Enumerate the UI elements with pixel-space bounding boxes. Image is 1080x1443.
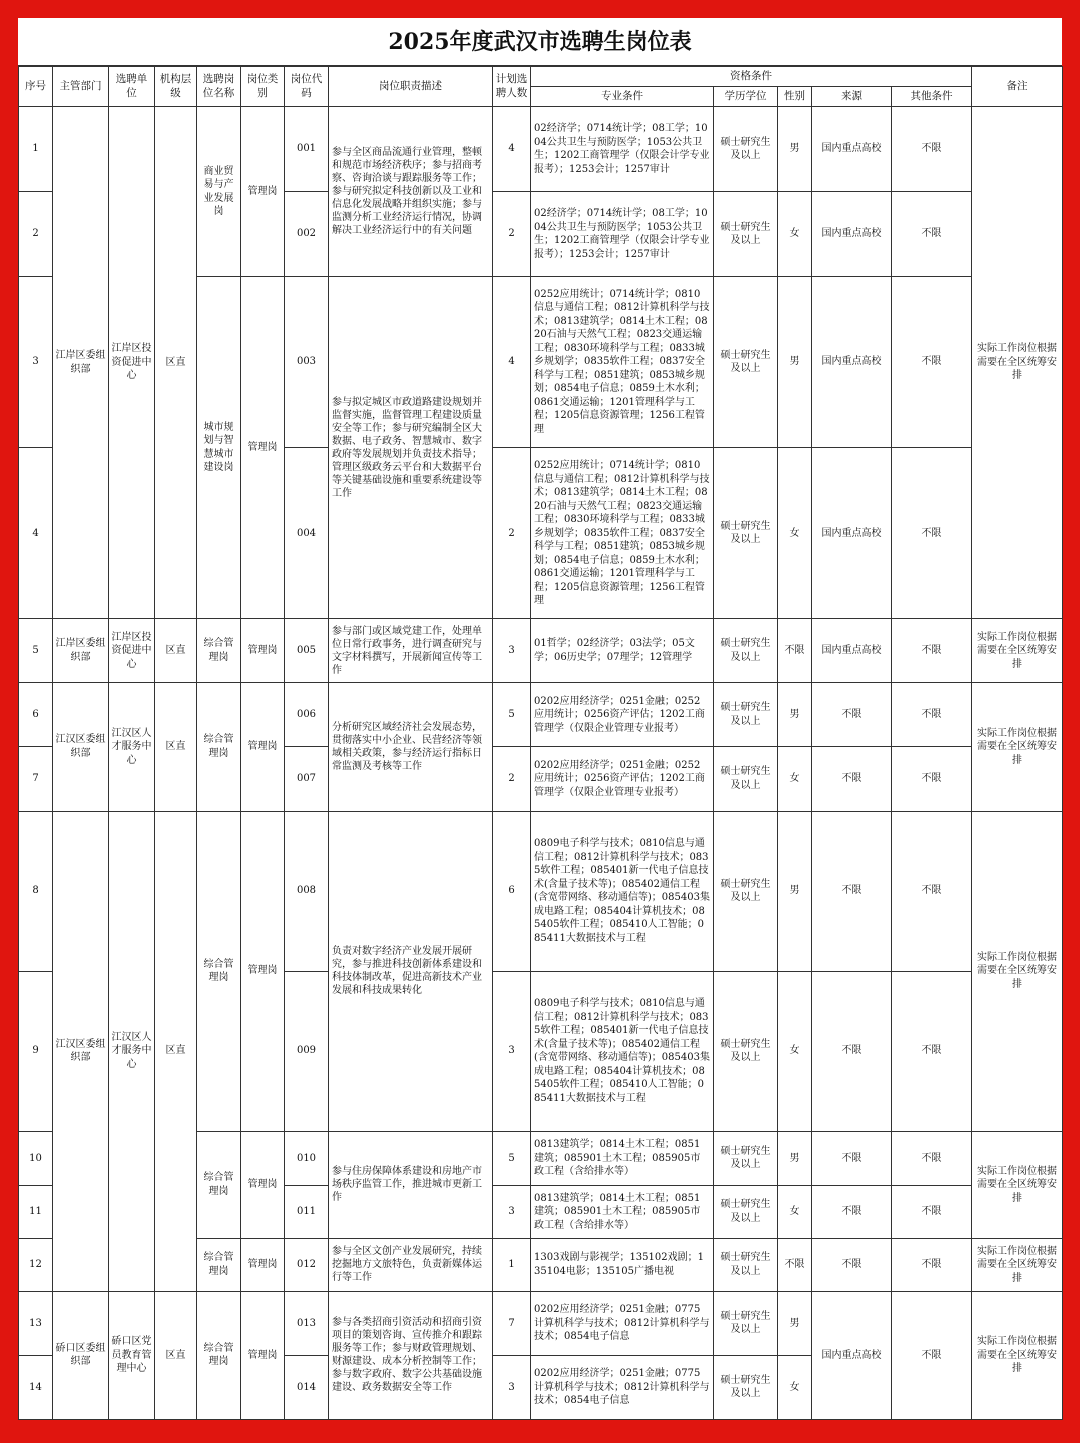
remark-cell: 实际工作岗位根据需要在全区统筹安排 bbox=[972, 1238, 1063, 1291]
header-level: 机构层级 bbox=[155, 67, 197, 107]
post-type-cell: 管理岗 bbox=[241, 277, 285, 619]
post-type-cell: 管理岗 bbox=[241, 683, 285, 811]
row-seq: 13 bbox=[19, 1291, 53, 1355]
edu-cell: 硕士研究生及以上 bbox=[714, 448, 778, 619]
unit-cell: 江汉区人才服务中心 bbox=[109, 683, 155, 811]
header-unit: 选聘单位 bbox=[109, 67, 155, 107]
edu-cell: 硕士研究生及以上 bbox=[714, 747, 778, 811]
post-code-cell: 005 bbox=[285, 619, 329, 683]
other-cell: 不限 bbox=[892, 971, 972, 1131]
major-cell: 0202应用经济学；0251金融；0775计算机科学与技术；0812计算机科学与技术；0854电子信息 bbox=[531, 1355, 714, 1419]
header-post-name: 选聘岗位名称 bbox=[197, 67, 241, 107]
edu-cell: 硕士研究生及以上 bbox=[714, 1291, 778, 1355]
major-cell: 0252应用统计；0714统计学；0810信息与通信工程；0812计算机科学与技术；0813建筑学；0814土木工程；0820石油与天然气工程；0823交通运输工程；0830环境科学与工程；0833城乡规划学；0835软件工程；0837安全科学与工程；0851建筑；0853城乡规划；0854电子信息；0859土木水利；0861交通运输；1201管理科学与工程；1205信息资源管理；1256工程管理 bbox=[531, 277, 714, 448]
plan-cell: 1 bbox=[493, 1238, 531, 1291]
header-source: 来源 bbox=[812, 87, 892, 107]
header-seq: 序号 bbox=[19, 67, 53, 107]
table-row bbox=[19, 683, 1063, 747]
plan-cell: 4 bbox=[493, 277, 531, 448]
plan-cell: 3 bbox=[493, 619, 531, 683]
post-name-cell: 综合管理岗 bbox=[197, 1238, 241, 1291]
post-type-cell: 管理岗 bbox=[241, 107, 285, 277]
dept-cell: 江汉区委组织部 bbox=[53, 811, 109, 1291]
table-row bbox=[19, 619, 1063, 683]
row-seq: 12 bbox=[19, 1238, 53, 1291]
major-cell: 01哲学；02经济学；03法学；05文学；06历史学；07理学；12管理学 bbox=[531, 619, 714, 683]
other-cell: 不限 bbox=[892, 1131, 972, 1185]
plan-cell: 5 bbox=[493, 683, 531, 747]
duty-cell: 参与各类招商引资活动和招商引资项目的策划咨询、宣传推介和跟踪服务等工作；参与财政管理规划、财源建设、成本分析控制等工作；参与数字政府、数字公共基础设施建设、政务数据安全等工作 bbox=[329, 1291, 493, 1419]
major-cell: 0809电子科学与技术；0810信息与通信工程；0812计算机科学与技术；0835软件工程；085401新一代电子信息技术(含量子技术等)；085402通信工程(含宽带网络、移动通信等)；085403集成电路工程；085404计算机技术；085405软件工程；085410人工智能；085411大数据技术与工程 bbox=[531, 971, 714, 1131]
source-cell: 不限 bbox=[812, 971, 892, 1131]
major-cell: 02经济学；0714统计学；08工学；1004公共卫生与预防医学；1053公共卫生；1202工商管理学（仅限会计学专业报考）；1253会计；1257审计 bbox=[531, 107, 714, 192]
source-cell: 国内重点高校 bbox=[812, 1291, 892, 1419]
header-remark: 备注 bbox=[972, 67, 1063, 107]
unit-cell: 江汉区人才服务中心 bbox=[109, 811, 155, 1291]
table-row bbox=[19, 811, 1063, 971]
unit-cell: 硚口区党员教育管理中心 bbox=[109, 1291, 155, 1419]
duty-cell: 分析研究区域经济社会发展态势，贯彻落实中小企业、民营经济等领域相关政策，参与经济运行指标日常监测及考核等工作 bbox=[329, 683, 493, 811]
gender-cell: 男 bbox=[778, 107, 812, 192]
plan-cell: 5 bbox=[493, 1131, 531, 1185]
other-cell: 不限 bbox=[892, 1238, 972, 1291]
header-dept: 主管部门 bbox=[53, 67, 109, 107]
other-cell: 不限 bbox=[892, 811, 972, 971]
dept-cell: 江岸区委组织部 bbox=[53, 619, 109, 683]
other-cell: 不限 bbox=[892, 192, 972, 277]
post-code-cell: 009 bbox=[285, 971, 329, 1131]
level-cell: 区直 bbox=[155, 1291, 197, 1419]
edu-cell: 硕士研究生及以上 bbox=[714, 811, 778, 971]
row-seq: 2 bbox=[19, 192, 53, 277]
edu-cell: 硕士研究生及以上 bbox=[714, 1355, 778, 1419]
header-other: 其他条件 bbox=[892, 87, 972, 107]
post-code-cell: 004 bbox=[285, 448, 329, 619]
duty-cell: 参与拟定城区市政道路建设规划并监督实施，监督管理工程建设质量安全等工作；参与研究编制全区大数据、电子政务、智慧城市、数字政府等发展规划并负责技术指导；管理区级政务云平台和大数据平台等关键基础设施和重要系统建设等工作 bbox=[329, 277, 493, 619]
edu-cell: 硕士研究生及以上 bbox=[714, 971, 778, 1131]
plan-cell: 7 bbox=[493, 1291, 531, 1355]
edu-cell: 硕士研究生及以上 bbox=[714, 1131, 778, 1185]
gender-cell: 不限 bbox=[778, 1238, 812, 1291]
row-seq: 1 bbox=[19, 107, 53, 192]
header-major: 专业条件 bbox=[531, 87, 714, 107]
table-row bbox=[19, 1291, 1063, 1355]
row-seq: 5 bbox=[19, 619, 53, 683]
source-cell: 不限 bbox=[812, 1131, 892, 1185]
header-plan: 计划选聘人数 bbox=[493, 67, 531, 107]
post-code-cell: 011 bbox=[285, 1185, 329, 1238]
post-code-cell: 012 bbox=[285, 1238, 329, 1291]
header-qualification: 资格条件 bbox=[531, 67, 972, 87]
source-cell: 国内重点高校 bbox=[812, 277, 892, 448]
gender-cell: 男 bbox=[778, 1131, 812, 1185]
post-code-cell: 008 bbox=[285, 811, 329, 971]
gender-cell: 男 bbox=[778, 683, 812, 747]
job-table bbox=[18, 66, 1063, 1420]
plan-cell: 2 bbox=[493, 192, 531, 277]
major-cell: 02经济学；0714统计学；08工学；1004公共卫生与预防医学；1053公共卫生；1202工商管理学（仅限会计学专业报考）；1253会计；1257审计 bbox=[531, 192, 714, 277]
header-gender: 性别 bbox=[778, 87, 812, 107]
post-code-cell: 003 bbox=[285, 277, 329, 448]
job-table-sheet bbox=[18, 18, 1062, 1420]
duty-cell: 负责对数字经济产业发展开展研究，参与推进科技创新体系建设和科技体制改革，促进高新技术产业发展和科技成果转化 bbox=[329, 811, 493, 1131]
gender-cell: 女 bbox=[778, 747, 812, 811]
row-seq: 11 bbox=[19, 1185, 53, 1238]
edu-cell: 硕士研究生及以上 bbox=[714, 683, 778, 747]
remark-cell: 实际工作岗位根据需要在全区统筹安排 bbox=[972, 683, 1063, 811]
row-seq: 8 bbox=[19, 811, 53, 971]
gender-cell: 男 bbox=[778, 811, 812, 971]
source-cell: 不限 bbox=[812, 811, 892, 971]
unit-cell: 江岸区投资促进中心 bbox=[109, 619, 155, 683]
source-cell: 不限 bbox=[812, 683, 892, 747]
major-cell: 0809电子科学与技术；0810信息与通信工程；0812计算机科学与技术；0835软件工程；085401新一代电子信息技术(含量子技术等)；085402通信工程(含宽带网络、移动通信等)；085403集成电路工程；085404计算机技术；085405软件工程；085410人工智能；085411大数据技术与工程 bbox=[531, 811, 714, 971]
source-cell: 国内重点高校 bbox=[812, 107, 892, 192]
post-name-cell: 综合管理岗 bbox=[197, 1131, 241, 1238]
plan-cell: 3 bbox=[493, 1185, 531, 1238]
plan-cell: 4 bbox=[493, 107, 531, 192]
plan-cell: 2 bbox=[493, 747, 531, 811]
gender-cell: 女 bbox=[778, 192, 812, 277]
gender-cell: 女 bbox=[778, 448, 812, 619]
remark-cell: 实际工作岗位根据需要在全区统筹安排 bbox=[972, 1291, 1063, 1419]
level-cell: 区直 bbox=[155, 683, 197, 811]
post-code-cell: 013 bbox=[285, 1291, 329, 1355]
remark-cell: 实际工作岗位根据需要在全区统筹安排 bbox=[972, 107, 1063, 619]
header-post-code: 岗位代码 bbox=[285, 67, 329, 107]
remark-cell: 实际工作岗位根据需要在全区统筹安排 bbox=[972, 811, 1063, 1131]
other-cell: 不限 bbox=[892, 107, 972, 192]
gender-cell: 女 bbox=[778, 1355, 812, 1419]
header-edu: 学历学位 bbox=[714, 87, 778, 107]
level-cell: 区直 bbox=[155, 619, 197, 683]
post-type-cell: 管理岗 bbox=[241, 1291, 285, 1419]
other-cell: 不限 bbox=[892, 683, 972, 747]
table-row bbox=[19, 107, 1063, 192]
source-cell: 不限 bbox=[812, 1185, 892, 1238]
row-seq: 9 bbox=[19, 971, 53, 1131]
post-name-cell: 综合管理岗 bbox=[197, 1291, 241, 1419]
post-type-cell: 管理岗 bbox=[241, 619, 285, 683]
post-code-cell: 010 bbox=[285, 1131, 329, 1185]
duty-cell: 参与部门或区域党建工作，处理单位日常行政事务，进行调查研究与文字材料撰写，开展新闻宣传等工作 bbox=[329, 619, 493, 683]
page-title: 2025年度武汉市选聘生岗位表 bbox=[18, 18, 1062, 66]
remark-cell: 实际工作岗位根据需要在全区统筹安排 bbox=[972, 1131, 1063, 1238]
source-cell: 不限 bbox=[812, 1238, 892, 1291]
major-cell: 0202应用经济学；0251金融；0252应用统计；0256资产评估；1202工商管理学（仅限企业管理专业报考） bbox=[531, 683, 714, 747]
gender-cell: 不限 bbox=[778, 619, 812, 683]
source-cell: 国内重点高校 bbox=[812, 448, 892, 619]
header-duty: 岗位职责描述 bbox=[329, 67, 493, 107]
plan-cell: 6 bbox=[493, 811, 531, 971]
post-code-cell: 007 bbox=[285, 747, 329, 811]
major-cell: 0813建筑学；0814土木工程；0851建筑；085901土木工程；085905市政工程（含给排水等） bbox=[531, 1185, 714, 1238]
dept-cell: 江汉区委组织部 bbox=[53, 683, 109, 811]
post-type-cell: 管理岗 bbox=[241, 1238, 285, 1291]
row-seq: 10 bbox=[19, 1131, 53, 1185]
other-cell: 不限 bbox=[892, 619, 972, 683]
post-name-cell: 综合管理岗 bbox=[197, 811, 241, 1131]
gender-cell: 女 bbox=[778, 971, 812, 1131]
duty-cell: 参与住房保障体系建设和房地产市场秩序监管工作，推进城市更新工作 bbox=[329, 1131, 493, 1238]
level-cell: 区直 bbox=[155, 811, 197, 1291]
post-name-cell: 商业贸易与产业发展岗 bbox=[197, 107, 241, 277]
gender-cell: 女 bbox=[778, 1185, 812, 1238]
source-cell: 不限 bbox=[812, 747, 892, 811]
row-seq: 4 bbox=[19, 448, 53, 619]
row-seq: 7 bbox=[19, 747, 53, 811]
edu-cell: 硕士研究生及以上 bbox=[714, 192, 778, 277]
other-cell: 不限 bbox=[892, 1185, 972, 1238]
major-cell: 1303戏剧与影视学；135102戏剧；135104电影；135105广播电视 bbox=[531, 1238, 714, 1291]
edu-cell: 硕士研究生及以上 bbox=[714, 277, 778, 448]
row-seq: 6 bbox=[19, 683, 53, 747]
source-cell: 国内重点高校 bbox=[812, 619, 892, 683]
post-code-cell: 002 bbox=[285, 192, 329, 277]
plan-cell: 3 bbox=[493, 1355, 531, 1419]
edu-cell: 硕士研究生及以上 bbox=[714, 1238, 778, 1291]
post-name-cell: 城市规划与智慧城市建设岗 bbox=[197, 277, 241, 619]
post-code-cell: 001 bbox=[285, 107, 329, 192]
header-post-type: 岗位类别 bbox=[241, 67, 285, 107]
major-cell: 0202应用经济学；0251金融；0775计算机科学与技术；0812计算机科学与技术；0854电子信息 bbox=[531, 1291, 714, 1355]
post-name-cell: 综合管理岗 bbox=[197, 683, 241, 811]
major-cell: 0252应用统计；0714统计学；0810信息与通信工程；0812计算机科学与技术；0813建筑学；0814土木工程；0820石油与天然气工程；0823交通运输工程；0830环境科学与工程；0833城乡规划学；0835软件工程；0837安全科学与工程；0851建筑；0853城乡规划；0854电子信息；0859土木水利；0861交通运输；1201管理科学与工程；1205信息资源管理；1256工程管理 bbox=[531, 448, 714, 619]
other-cell: 不限 bbox=[892, 277, 972, 448]
edu-cell: 硕士研究生及以上 bbox=[714, 107, 778, 192]
row-seq: 14 bbox=[19, 1355, 53, 1419]
edu-cell: 硕士研究生及以上 bbox=[714, 1185, 778, 1238]
dept-cell: 江岸区委组织部 bbox=[53, 107, 109, 619]
post-code-cell: 014 bbox=[285, 1355, 329, 1419]
plan-cell: 2 bbox=[493, 448, 531, 619]
post-type-cell: 管理岗 bbox=[241, 1131, 285, 1238]
source-cell: 国内重点高校 bbox=[812, 192, 892, 277]
duty-cell: 参与全区商品流通行业管理，整顿和规范市场经济秩序；参与招商考察、咨询洽谈与跟踪服务等工作；参与研究拟定科技创新以及工业和信息化发展战略并组织实施；参与监测分析工业经济运行情况，协调解决工业经济运行中的有关问题 bbox=[329, 107, 493, 277]
post-code-cell: 006 bbox=[285, 683, 329, 747]
unit-cell: 江岸区投资促进中心 bbox=[109, 107, 155, 619]
post-name-cell: 综合管理岗 bbox=[197, 619, 241, 683]
major-cell: 0813建筑学；0814土木工程；0851建筑；085901土木工程；085905市政工程（含给排水等） bbox=[531, 1131, 714, 1185]
level-cell: 区直 bbox=[155, 107, 197, 619]
dept-cell: 硚口区委组织部 bbox=[53, 1291, 109, 1419]
duty-cell: 参与全区文创产业发展研究，持续挖掘地方文旅特色，负责新媒体运行等工作 bbox=[329, 1238, 493, 1291]
gender-cell: 男 bbox=[778, 1291, 812, 1355]
post-type-cell: 管理岗 bbox=[241, 811, 285, 1131]
remark-cell: 实际工作岗位根据需要在全区统筹安排 bbox=[972, 619, 1063, 683]
plan-cell: 3 bbox=[493, 971, 531, 1131]
other-cell: 不限 bbox=[892, 1291, 972, 1419]
major-cell: 0202应用经济学；0251金融；0252应用统计；0256资产评估；1202工商管理学（仅限企业管理专业报考） bbox=[531, 747, 714, 811]
row-seq: 3 bbox=[19, 277, 53, 448]
edu-cell: 硕士研究生及以上 bbox=[714, 619, 778, 683]
gender-cell: 男 bbox=[778, 277, 812, 448]
other-cell: 不限 bbox=[892, 747, 972, 811]
other-cell: 不限 bbox=[892, 448, 972, 619]
